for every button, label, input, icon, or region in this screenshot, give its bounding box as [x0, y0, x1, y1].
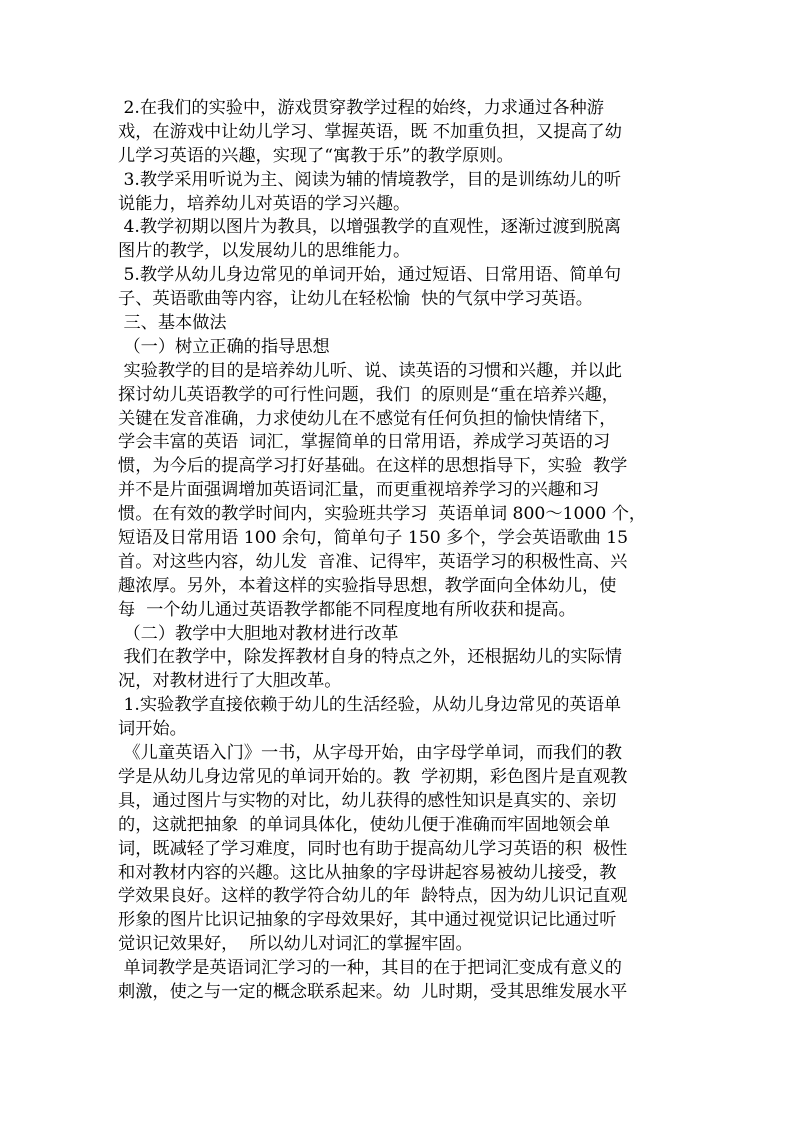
- text-line: 刺激，使之与一定的概念联系起来。幼 儿时期，受其思维发展水平: [118, 981, 628, 1002]
- text-line: 的，这就把抽象 的单词具体化，使幼儿便于准确而牢固地领会单: [118, 814, 611, 835]
- text-line: 惯。在有效的教学时间内，实验班共学习 英语单词 800～1000 个，: [118, 504, 647, 525]
- text-line: 3.教学采用听说为主、阅读为辅的情境教学，目的是训练幼儿的听: [118, 169, 622, 190]
- text-line: 4.教学初期以图片为教具，以增强教学的直观性，逐渐过渡到脱离: [118, 217, 622, 238]
- text-line: 1.实验教学直接依赖于幼儿的生活经验，从幼儿身边常见的英语单: [118, 695, 622, 716]
- text-line: 图片的教学，以发展幼儿的思维能力。: [118, 241, 411, 262]
- text-line: 戏，在游戏中让幼儿学习、掌握英语，既 不加重负担，又提高了幼: [118, 121, 622, 142]
- text-line: 单词教学是英语词汇学习的一种，其目的在于把词汇变成有意义的: [118, 958, 622, 979]
- text-line: 我们在教学中，除发挥教材自身的特点之外，还根据幼儿的实际情: [118, 647, 622, 668]
- text-line: 词开始。: [118, 719, 187, 740]
- text-line: 子、英语歌曲等内容，让幼儿在轻松愉 快的气氛中学习英语。: [118, 289, 593, 310]
- text-line: 并不是片面强调增加英语词汇量，而更重视培养学习的兴趣和习: [118, 480, 600, 501]
- text-line: 学效果良好。这样的教学符合幼儿的年 龄特点，因为幼儿识记直观: [118, 886, 628, 907]
- text-line: 况，对教材进行了大胆改革。: [118, 671, 342, 692]
- text-line: 2.在我们的实验中，游戏贯穿教学过程的始终，力求通过各种游: [118, 98, 604, 118]
- text-line: 实验教学的目的是培养幼儿听、说、读英语的习惯和兴趣，并以此: [118, 360, 622, 381]
- subsection-heading: （二）教学中大胆地对教材进行改革: [118, 623, 399, 644]
- text-line: 形象的图片比识记抽象的字母效果好，其中通过视觉识记比通过听: [118, 910, 617, 931]
- text-line: 儿学习英语的兴趣，实现了“寓教于乐”的教学原则。: [118, 145, 514, 166]
- text-line: 和对教材内容的兴趣。这比从抽象的字母讲起容易被幼儿接受，教: [118, 862, 617, 883]
- text-line: 《儿童英语入门》一书，从字母开始，由字母学单词，而我们的教: [118, 743, 622, 764]
- text-line: 每 一个幼儿通过英语教学都能不同程度地有所收获和提高。: [118, 599, 576, 620]
- text-line: 惯，为今后的提高学习打好基础。在这样的思想指导下，实验 教学: [118, 456, 628, 477]
- text-line: 觉识记效果好， 所以幼儿对词汇的掌握牢固。: [118, 934, 473, 955]
- text-line: 5.教学从幼儿身边常见的单词开始，通过短语、日常用语、简单句: [118, 265, 622, 286]
- subsection-heading: （一）树立正确的指导思想: [118, 336, 330, 357]
- text-line: 学会丰富的英语 词汇，掌握简单的日常用语，养成学习英语的习: [118, 432, 611, 453]
- text-line: 关键在发音准确，力求使幼儿在不感觉有任何负担的愉快情绪下，: [118, 408, 617, 429]
- text-line: 词，既减轻了学习难度，同时也有助于提高幼儿学习英语的积 极性: [118, 838, 628, 859]
- text-line: 首。对这些内容，幼儿发 音准、记得牢，英语学习的积极性高、兴: [118, 551, 628, 572]
- section-heading: 三、基本做法: [118, 313, 227, 334]
- text-line: 趣浓厚。另外，本着这样的实验指导思想，教学面向全体幼儿，使: [118, 575, 617, 596]
- text-line: 学是从幼儿身边常见的单词开始的。教 学初期，彩色图片是直观教: [118, 766, 628, 787]
- document-body: [118, 97, 678, 1005]
- text-line: 说能力，培养幼儿对英语的学习兴趣。: [118, 193, 411, 214]
- text-line: 探讨幼儿英语教学的可行性问题，我们 的原则是“重在培养兴趣，: [118, 384, 619, 405]
- text-line: 具，通过图片与实物的对比，幼儿获得的感性知识是真实的、亲切: [118, 790, 617, 811]
- text-line: 短语及日常用语 100 余句，简单句子 150 多个，学会英语歌曲 15: [118, 528, 629, 549]
